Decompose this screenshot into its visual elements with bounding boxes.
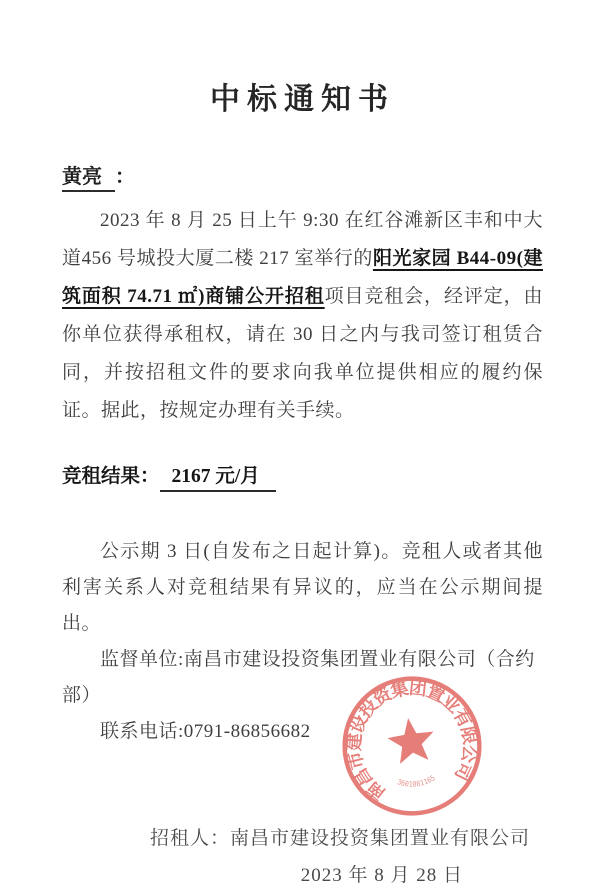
body-text-pre: 2023 年 8 月 25 日上午 9:30 在红谷滩新区丰和中大道456 号城投大厦二楼 217 室举行的 [62,210,543,269]
seal-company-text: 南昌市建设投资集团置业有限公司 [343,677,481,805]
recipient-name: 黄亮 [62,166,115,192]
seal-number-text: 3601081165 [396,773,438,789]
page-title: 中标通知书 [210,83,395,116]
publicity-notice: 公示期 3 日(自发布之日起计算)。竞租人或者其他利害关系人对竞租结果有异议的，应当在公示期间提出。 [62,541,543,634]
bid-result-value: 2167 元/月 [160,466,276,492]
bid-result-line [62,462,543,492]
lessor-label: 招租人： [149,828,230,849]
recipient-line [62,164,543,190]
lessor-name: 南昌市建设投资集团置业有限公司 [229,828,530,849]
project-name-highlight: 阳光家园 B44-09(建筑面积 74.71 ㎡)商铺公开招租 [62,248,543,307]
supervisor-line: 监督单位:南昌市建设投资集团置业有限公司（合约部） [62,649,535,706]
lessor-line [62,820,543,857]
phone-line: 联系电话:0791-86856682 [100,721,311,742]
bid-result-label: 竞租结果： [62,466,160,487]
recipient-colon: ： [115,166,135,188]
signoff-block [62,820,543,894]
signoff-date: 2023 年 8 月 28 日 [300,865,463,886]
body-text-post: 项目竞租会，经评定，由你单位获得承租权，请在 30 日之内与我司签订租赁合同，并按招租文件的要求向我单位提供相应的履约保证。据此，按规定办理有关手续。 [62,286,543,421]
body-paragraph [62,202,543,430]
